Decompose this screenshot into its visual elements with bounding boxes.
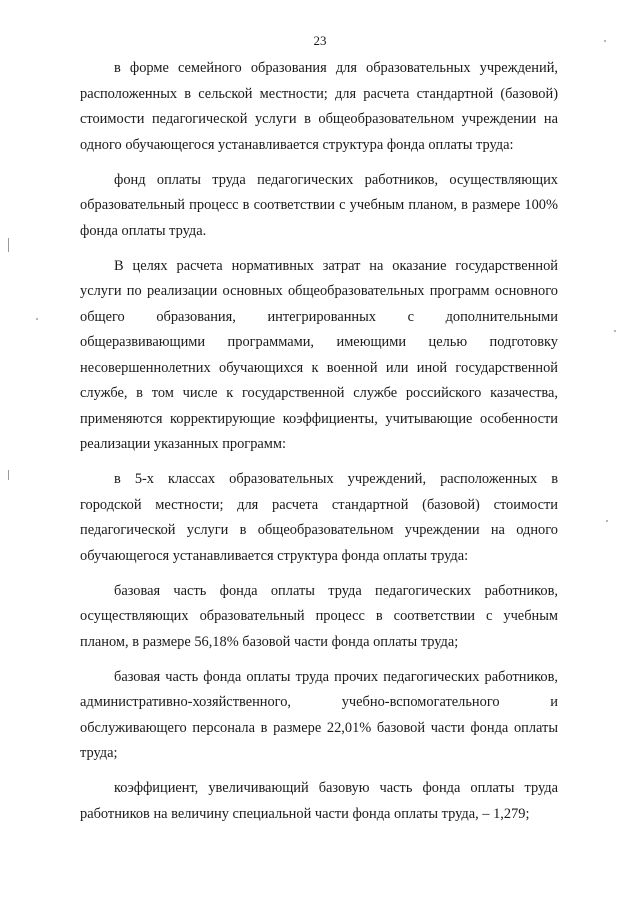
page-number: 23	[313, 33, 327, 48]
scan-dot-4	[606, 520, 608, 522]
paragraph-coefficient-special-part: коэффициент, увеличивающий базовую часть фонда оплаты труда работников на величину специальной части фонда оплаты труда, – 1,279;	[80, 780, 558, 822]
paragraph-correction-coefficients: В целях расчета нормативных затрат на оказание государственной услуги по реализации основных общеобразовательных программ основного общего образования, интегрированных с дополнительными общеразвивающими программами, имеющими целью подготовку несовершеннолетних обучающихся к военной или иной государственной службе, в том числе к государственной службе российского казачества, применяются корректирующие коэффициенты, учитывающие особенности реализации указанных программ:	[80, 257, 558, 452]
paragraph-grade-5-urban: в 5-х классах образовательных учреждений, расположенных в городской местности; для расчета стандартной (базовой) стоимости педагогической услуги в общеобразовательном учреждении на одного обучающегося устанавливается структура фонда оплаты труда:	[80, 471, 558, 564]
scan-dot-3	[614, 330, 616, 332]
paragraph-fund-teachers-100: фонд оплаты труда педагогических работников, осуществляющих образовательный процесс в соответствии с учебным планом, в размере 100% фонда оплаты труда.	[80, 171, 558, 239]
scan-mark-left-2	[8, 470, 9, 480]
paragraph-family-education: в форме семейного образования для образовательных учреждений, расположенных в сельской местности; для расчета стандартной (базовой) стоимости педагогической услуги в общеобразовательном учреждении на одного обучающегося устанавливается структура фонда оплаты труда:	[80, 60, 558, 153]
scan-dot-2	[604, 40, 606, 42]
scan-mark-left	[8, 238, 9, 252]
paragraph-base-part-other-staff: базовая часть фонда оплаты труда прочих педагогических работников, административно-хозяйственного, учебно-вспомогательного и обслуживающего персонала в размере 22,01% базовой части фонда оплаты труда;	[80, 668, 558, 761]
document-body	[80, 56, 558, 827]
scan-dot-1	[36, 318, 38, 320]
paragraph-base-part-teachers: базовая часть фонда оплаты труда педагогических работников, осуществляющих образовательный процесс в соответствии с учебным планом, в размере 56,18% базовой части фонда оплаты труда;	[80, 582, 558, 650]
